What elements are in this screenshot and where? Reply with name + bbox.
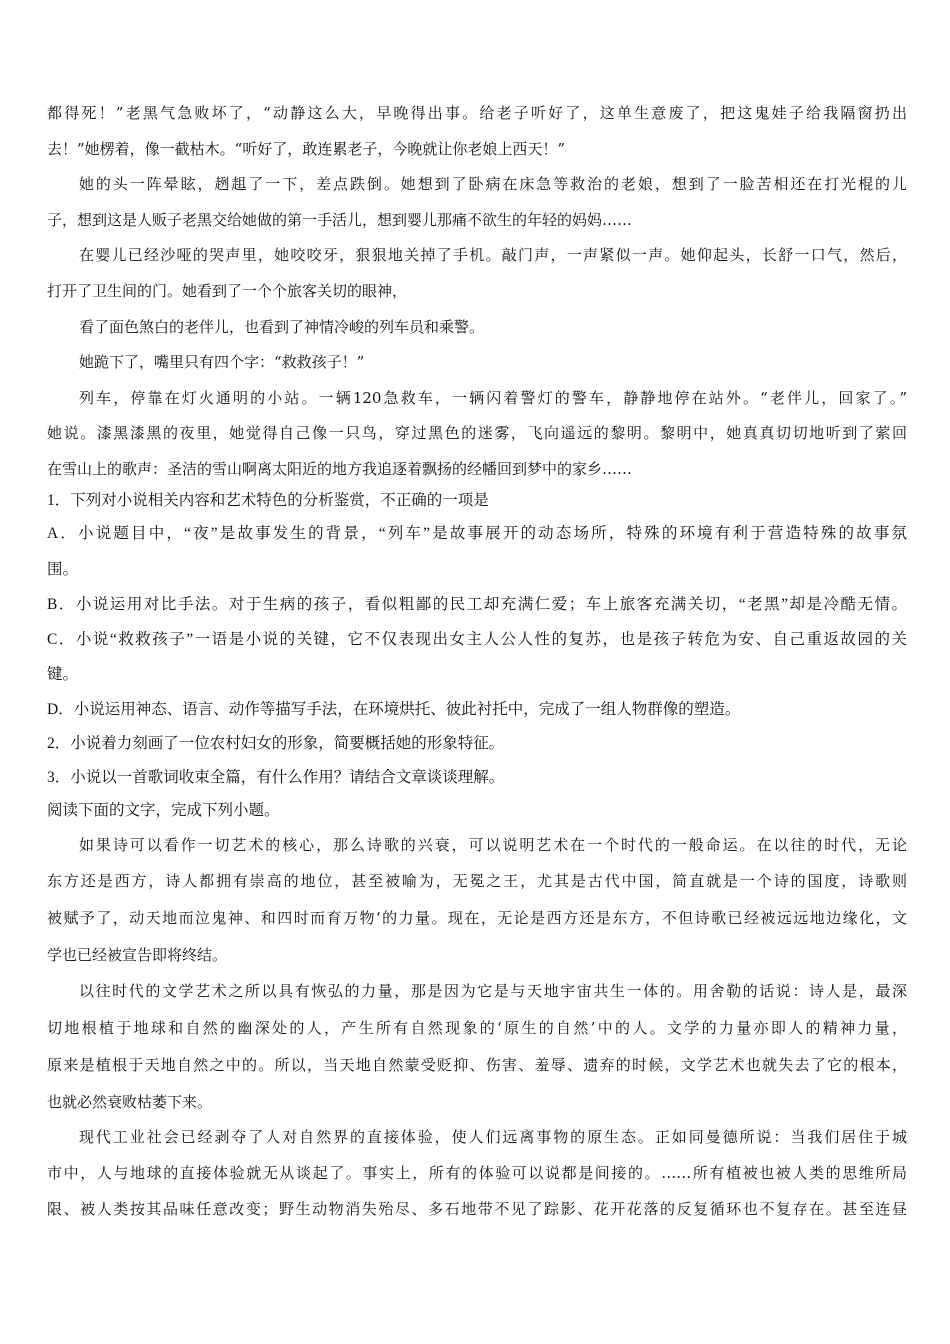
option-a: A．小说题目中，“夜”是故事发生的背景，“列车”是故事展开的动态场所，特殊的环境有利于营造特殊的故事氛 xyxy=(47,525,907,542)
story-line: 她的头一阵晕眩，趔趄了一下，差点跌倒。她想到了卧病在床急等救治的老娘，想到了一脸苦相还在打光棍的儿 xyxy=(79,175,907,193)
option-c: C．小说“救救孩子”一语是小说的关键，它不仅表现出女主人公人性的复苏，也是孩子转危为安、自己重返故园的关 xyxy=(47,631,907,648)
story-line: 看了面色煞白的老伴儿，也看到了神情冷峻的列车员和乘警。 xyxy=(79,318,485,336)
essay-line: 限、被人类按其品味任意改变；野生动物消失殆尽、多石地带不见了踪影、花开花落的反复循环也不复存在。甚至连昼 xyxy=(47,1200,907,1218)
essay-line: 切地根植于地球和自然的幽深处的人，产生所有自然现象的‘原生的自然’中的人。文学的力量亦即人的精神力量， xyxy=(47,1019,907,1037)
option-b: B．小说运用对比手法。对于生病的孩子，看似粗鄙的民工却充满仁爱；车上旅客充满关切，“老黑”却是冷酷无情。 xyxy=(47,596,907,613)
option-a-continued: 围。 xyxy=(47,561,79,578)
question-3: 3．小说以一首歌词收束全篇，有什么作用？请结合文章谈谈理解。 xyxy=(47,769,505,786)
story-line: 在雪山上的歌声：圣洁的雪山啊离太阳近的地方我追逐着飘扬的经幡回到梦中的家乡…… xyxy=(47,460,633,478)
essay-line: 东方还是西方，诗人都拥有崇高的地位，甚至被喻为，无冕之王，尤其是古代中国，简直就是一个诗的国度，诗歌则 xyxy=(47,872,907,890)
story-line: 去！”她楞着，像一截枯木。“听好了，敢连累老子，今晚就让你老娘上西天！” xyxy=(47,140,566,158)
option-c-continued: 键。 xyxy=(47,666,79,683)
essay-line: 被赋予了，动天地而泣鬼神、和四时而育万物‘的力量。现在，无论是西方还是东方，不但诗歌已经被远远地边缘化，文 xyxy=(47,909,907,927)
story-line: 都得死！”老黑气急败坏了，“动静这么大，早晚得出事。给老子听好了，这单生意废了，把这鬼娃子给我隔窗扔出 xyxy=(47,104,907,122)
question-2: 2．小说着力刻画了一位农村妇女的形象，简要概括她的形象特征。 xyxy=(47,735,505,752)
question-stem: 1．下列对小说相关内容和艺术特色的分析鉴赏，不正确的一项是 xyxy=(47,492,489,509)
essay-line: 也就必然衰败枯萎下来。 xyxy=(47,1093,213,1111)
reading-instruction: 阅读下面的文字，完成下列小题。 xyxy=(47,802,280,819)
option-d: D．小说运用神态、语言、动作等描写手法，在环境烘托、彼此衬托中，完成了一组人物群像的塑造。 xyxy=(47,701,741,718)
story-line: 她说。漆黑漆黑的夜里，她觉得自己像一只鸟，穿过黑色的迷雾，飞向遥远的黎明。黎明中，她真真切切地听到了萦回 xyxy=(47,424,907,442)
story-line: 子，想到这是人贩子老黑交给她做的第一手活儿，想到婴儿那痛不欲生的年轻的妈妈…… xyxy=(47,211,633,229)
story-line: 在婴儿已经沙哑的哭声里，她咬咬牙，狠狠地关掉了手机。敲门声，一声紧似一声。她仰起头，长舒一口气，然后， xyxy=(79,246,907,264)
story-line: 她跪下了，嘴里只有四个字：“救救孩子！” xyxy=(79,353,365,371)
essay-line: 学也已经被宣告即将终结。 xyxy=(47,946,228,964)
story-line: 列车，停靠在灯火通明的小站。一辆120急救车，一辆闪着警灯的警车，静静地停在站外。“老伴儿，回家了。” xyxy=(79,389,907,407)
essay-line: 现代工业社会已经剥夺了人对自然界的直接体验，使人们远离事物的原生态。正如同曼德所说：当我们居住于城 xyxy=(79,1128,907,1146)
essay-line: 市中，人与地球的直接体验就无从谈起了。事实上，所有的体验可以说都是间接的。……所有植被也被人类的思维所局 xyxy=(47,1164,907,1182)
essay-line: 原来是植根于天地自然之中的。所以，当天地自然蒙受贬抑、伤害、羞辱、遗弃的时候，文学艺术也就失去了它的根本， xyxy=(47,1056,907,1074)
story-line: 打开了卫生间的门。她看到了一个个旅客关切的眼神， xyxy=(47,282,408,300)
essay-line: 以往时代的文学艺术之所以具有恢弘的力量，那是因为它是与天地宇宙共生一体的。用舍勒的话说：诗人是，最深 xyxy=(79,982,907,1000)
essay-line: 如果诗可以看作一切艺术的核心，那么诗歌的兴衰，可以说明艺术在一个时代的一般命运。在以往的时代，无论 xyxy=(79,836,907,854)
